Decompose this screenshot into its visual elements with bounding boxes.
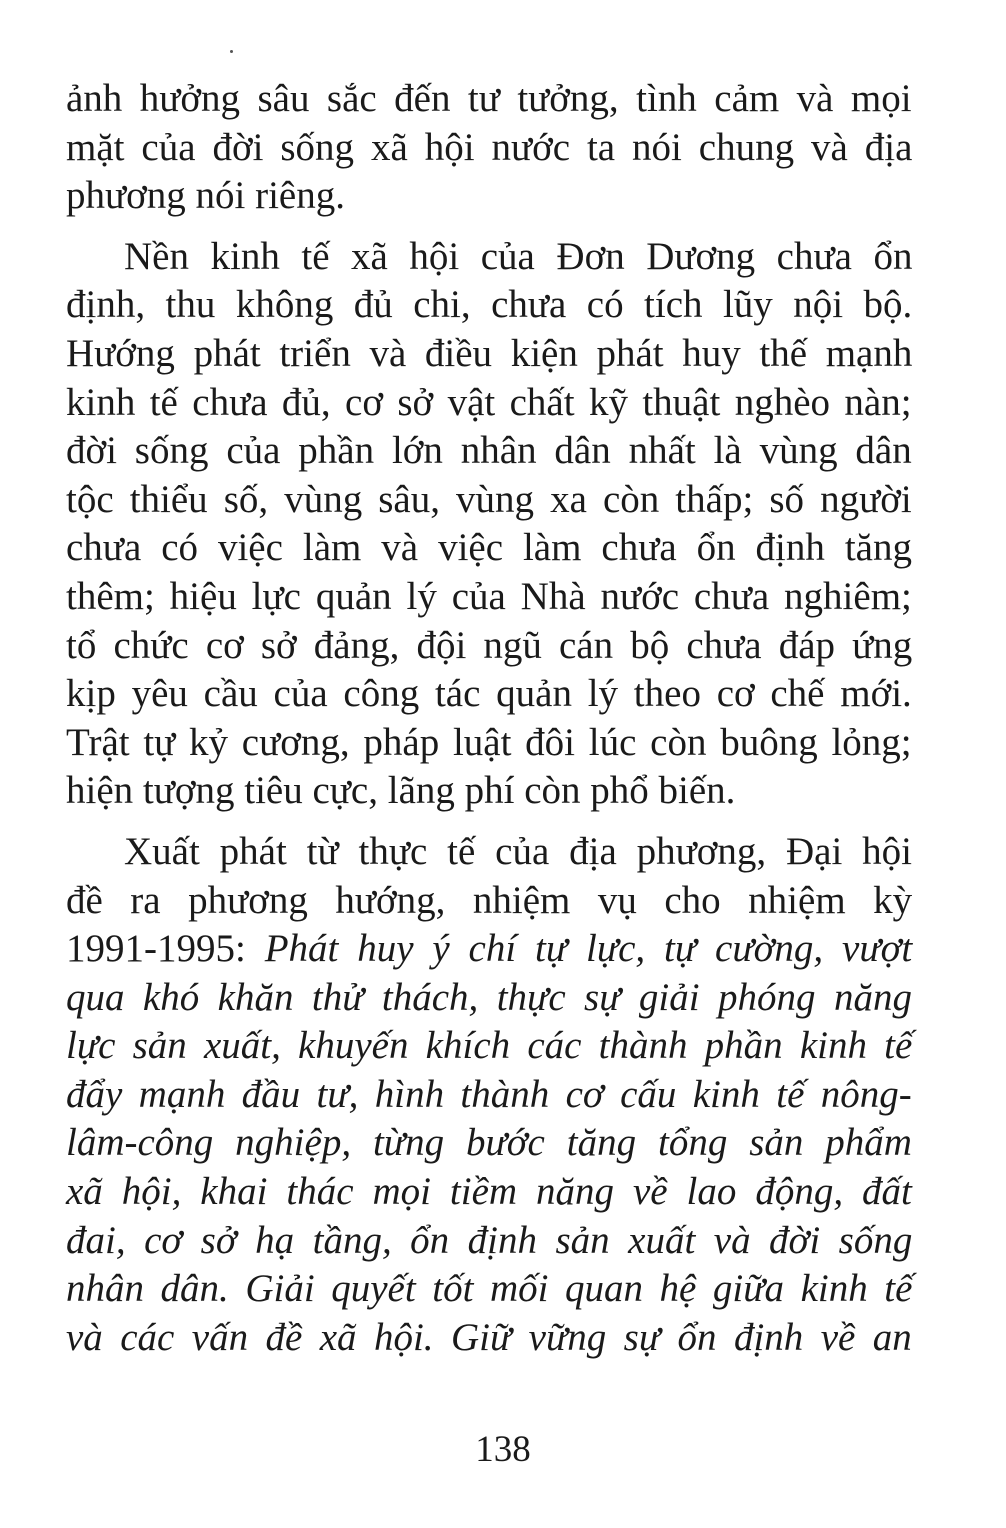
- text-line: Nền kinh tế xã hội của Đơn Dương chưa ổn: [124, 234, 913, 278]
- page-number: 138: [475, 1429, 531, 1470]
- italic-text-line: nhân dân. Giải quyết tốt mối quan hệ giữa kinh tế: [66, 1267, 913, 1311]
- text-line: kinh tế chưa đủ, cơ sở vật chất kỹ thuật nghèo nàn;: [66, 380, 912, 424]
- italic-text-line: lực sản xuất, khuyến khích các thành phần kinh tế: [66, 1024, 913, 1068]
- text-line-mixed: [66, 925, 912, 974]
- text-line: hiện tượng tiêu cực, lãng phí còn phổ biến.: [66, 769, 736, 813]
- text-line: Hướng phát triển và điều kiện phát huy thế mạnh: [66, 331, 913, 375]
- text-line: định, thu không đủ chi, chưa có tích lũy nội bộ.: [66, 283, 913, 327]
- italic-text-line: lâm-công nghiệp, từng bước tăng tổng sản phẩm: [66, 1121, 912, 1165]
- scan-speck: [230, 50, 233, 53]
- text-line: tổ chức cơ sở đảng, đội ngũ cán bộ chưa đáp ứng: [66, 623, 913, 667]
- text-line: thêm; hiệu lực quản lý của Nhà nước chưa nghiêm;: [66, 574, 912, 618]
- italic-text-run: Phát huy ý chí tự lực, tự cường, vượt: [264, 927, 913, 971]
- text-line: phương nói riêng.: [66, 174, 345, 218]
- text-line: Trật tự kỷ cương, pháp luật đôi lúc còn buông lỏng;: [66, 720, 912, 764]
- text-line: ảnh hưởng sâu sắc đến tư tưởng, tình cảm và mọi: [66, 77, 912, 120]
- text-line: kịp yêu cầu của công tác quản lý theo cơ chế mới.: [66, 672, 912, 716]
- italic-text-line: và các vấn đề xã hội. Giữ vững sự ổn định về an: [66, 1315, 912, 1359]
- text-line: Xuất phát từ thực tế của địa phương, Đại hội: [124, 829, 913, 873]
- paragraph-2: [66, 233, 912, 816]
- text-line: đề ra phương hướng, nhiệm vụ cho nhiệm kỳ: [66, 878, 913, 922]
- italic-text-line: đai, cơ sở hạ tầng, ổn định sản xuất và đời sống: [66, 1218, 913, 1262]
- body-text: [66, 75, 912, 1362]
- italic-text-line: qua khó khăn thử thách, thực sự giải phóng năng: [66, 975, 912, 1019]
- text-line: đời sống của phần lớn nhân dân nhất là vùng dân: [66, 429, 912, 473]
- italic-text-line: xã hội, khai thác mọi tiềm năng về lao động, đất: [66, 1170, 912, 1214]
- text-line: tộc thiểu số, vùng sâu, vùng xa còn thấp; số người: [66, 477, 912, 521]
- italic-text-line: đẩy mạnh đầu tư, hình thành cơ cấu kinh tế nông-: [66, 1072, 912, 1116]
- paragraph-3: [66, 828, 912, 1363]
- text-run: 1991-1995:: [66, 927, 265, 971]
- text-line: chưa có việc làm và việc làm chưa ổn định tăng: [66, 526, 912, 570]
- paragraph-1: [66, 75, 912, 221]
- text-line: mặt của đời sống xã hội nước ta nói chung và địa: [66, 125, 913, 169]
